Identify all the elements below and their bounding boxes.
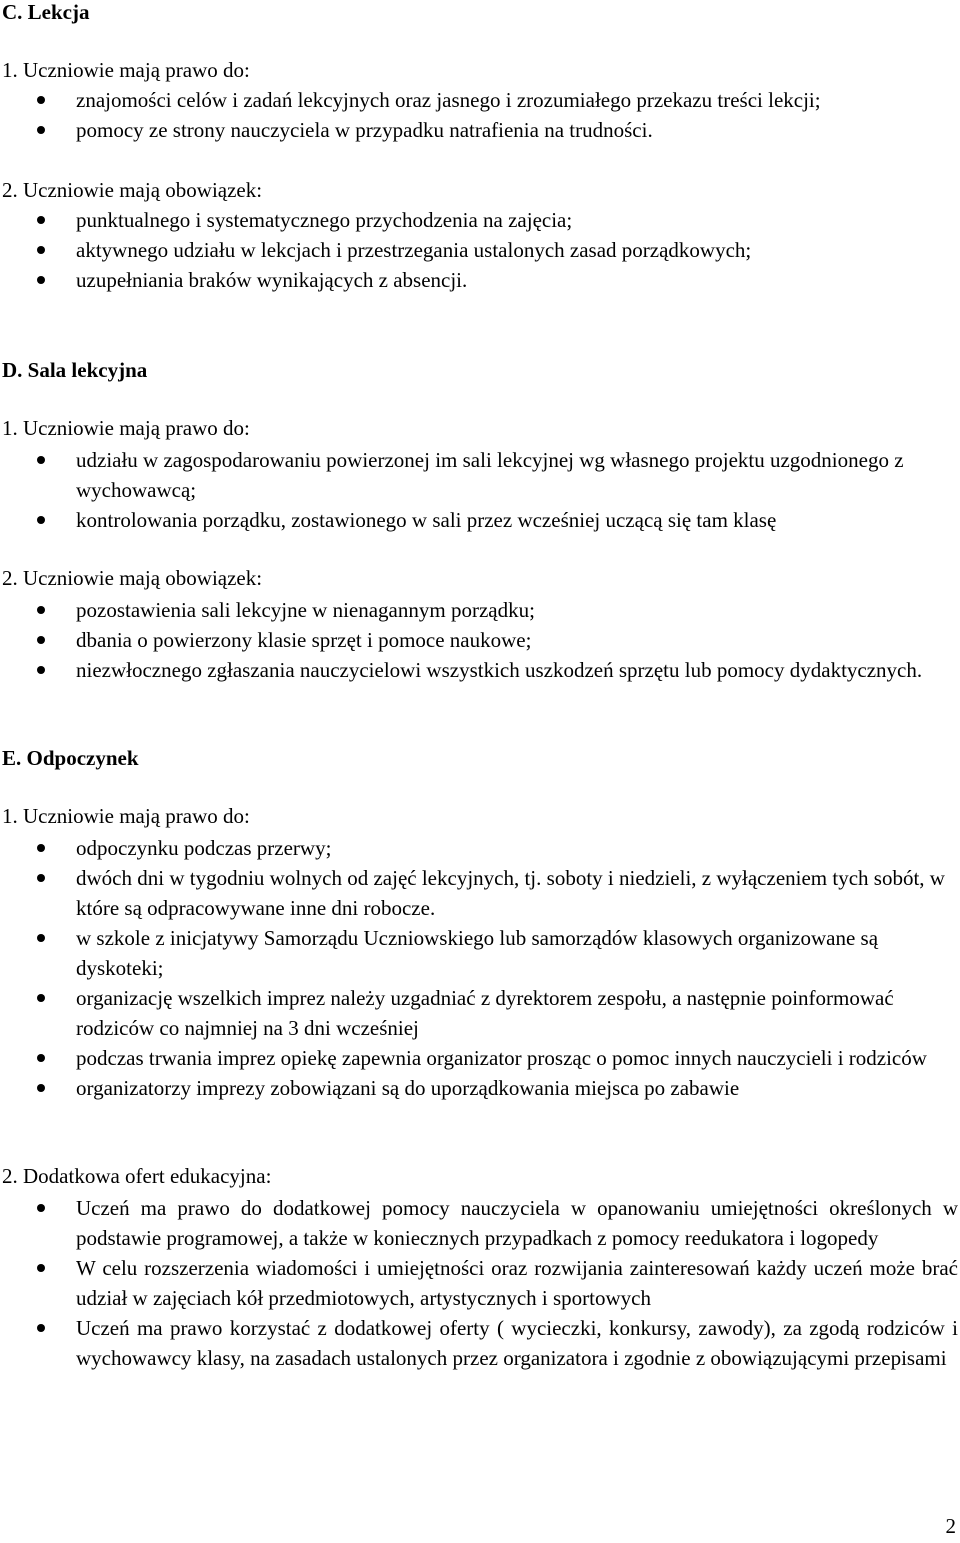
list-item: udziału w zagospodarowaniu powierzonej im sali lekcyjnej wg własnego projektu uzgodnionego z wychowawcą; <box>0 445 958 505</box>
list-item: Uczeń ma prawo do dodatkowej pomocy nauczyciela w opanowaniu umiejętności określonych w podstawie programowej, a także w koniecznych przypadkach z pomocy reedukatora i logopedy <box>0 1193 958 1253</box>
subheading-rights: 1. Uczniowie mają prawo do: <box>2 416 250 440</box>
bullet-icon <box>37 96 45 104</box>
list-item: dwóch dni w tygodniu wolnych od zajęć lekcyjnych, tj. soboty i niedzieli, z wyłączeniem tych sobót, w które są odpracowywane inne dni robocze. <box>0 863 958 923</box>
subheading-rights: 1. Uczniowie mają prawo do: <box>2 58 250 82</box>
bullet-icon <box>37 1324 45 1332</box>
list-item: W celu rozszerzenia wiadomości i umiejętności oraz rozwijania zainteresowań każdy uczeń może brać udział w zajęciach kół przedmiotowych, artystycznych i sportowych <box>0 1253 958 1313</box>
duties-list <box>0 595 958 685</box>
bullet-icon <box>37 246 45 254</box>
list-item: podczas trwania imprez opiekę zapewnia organizator prosząc o pomoc innych nauczycieli i rodziców <box>0 1043 958 1073</box>
bullet-icon <box>37 456 45 464</box>
rights-list <box>0 85 958 145</box>
list-item: kontrolowania porządku, zostawionego w sali przez wcześniej uczącą się tam klasę <box>0 505 958 535</box>
bullet-icon <box>37 1264 45 1272</box>
section-title-sala-lekcyjna: D. Sala lekcyjna <box>2 358 148 382</box>
duties-list <box>0 205 958 295</box>
bullet-icon <box>37 934 45 942</box>
list-item: punktualnego i systematycznego przychodzenia na zajęcia; <box>0 205 958 235</box>
list-item: pozostawienia sali lekcyjne w nienagannym porządku; <box>0 595 958 625</box>
bullet-icon <box>37 216 45 224</box>
list-item: Uczeń ma prawo korzystać z dodatkowej oferty ( wycieczki, konkursy, zawody), za zgodą rodziców i wychowawcy klasy, na zasadach ustalonych przez organizatora i zgodnie z obowiązującymi przepisami <box>0 1313 958 1373</box>
list-item: znajomości celów i zadań lekcyjnych oraz jasnego i zrozumiałego przekazu treści lekcji; <box>0 85 958 115</box>
bullet-icon <box>37 1204 45 1212</box>
bullet-icon <box>37 606 45 614</box>
list-item: aktywnego udziału w lekcjach i przestrzegania ustalonych zasad porządkowych; <box>0 235 958 265</box>
bullet-icon <box>37 1084 45 1092</box>
list-item: organizatorzy imprezy zobowiązani są do uporządkowania miejsca po zabawie <box>0 1073 958 1103</box>
bullet-icon <box>37 1054 45 1062</box>
subheading-duties: 2. Uczniowie mają obowiązek: <box>2 566 263 590</box>
page-number: 2 <box>945 1514 956 1538</box>
subheading-rights: 1. Uczniowie mają prawo do: <box>2 804 250 828</box>
list-item: niezwłocznego zgłaszania nauczycielowi wszystkich uszkodzeń sprzętu lub pomocy dydaktycznych. <box>0 655 958 685</box>
bullet-icon <box>37 636 45 644</box>
list-item: organizację wszelkich imprez należy uzgadniać z dyrektorem zespołu, a następnie poinformować rodziców co najmniej na 3 dni wcześniej <box>0 983 958 1043</box>
bullet-icon <box>37 276 45 284</box>
subheading-duties: 2. Uczniowie mają obowiązek: <box>2 178 263 202</box>
rights-list <box>0 833 958 1103</box>
bullet-icon <box>37 844 45 852</box>
section-title-odpoczynek: E. Odpoczynek <box>2 746 139 770</box>
section-title-lekcja: C. Lekcja <box>2 0 90 24</box>
list-item: pomocy ze strony nauczyciela w przypadku natrafienia na trudności. <box>0 115 958 145</box>
bullet-icon <box>37 516 45 524</box>
rights-list <box>0 445 958 535</box>
subheading-extra-offer: 2. Dodatkowa ofert edukacyjna: <box>2 1164 272 1188</box>
list-item: dbania o powierzony klasie sprzęt i pomoce naukowe; <box>0 625 958 655</box>
list-item: w szkole z inicjatywy Samorządu Uczniowskiego lub samorządów klasowych organizowane są dyskoteki; <box>0 923 958 983</box>
bullet-icon <box>37 994 45 1002</box>
bullet-icon <box>37 126 45 134</box>
list-item: uzupełniania braków wynikających z absencji. <box>0 265 958 295</box>
extra-offer-list <box>0 1193 958 1373</box>
bullet-icon <box>37 666 45 674</box>
bullet-icon <box>37 874 45 882</box>
list-item: odpoczynku podczas przerwy; <box>0 833 958 863</box>
